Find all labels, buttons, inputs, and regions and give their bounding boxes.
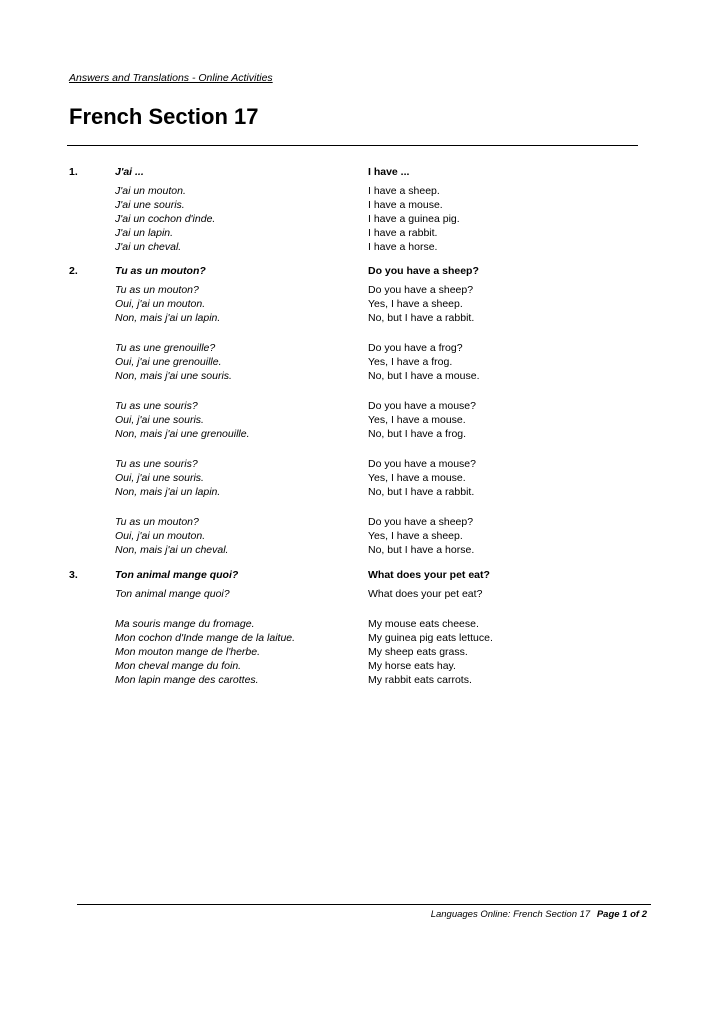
phrase-row <box>69 645 649 659</box>
phrase-row <box>69 341 649 355</box>
phrase-row <box>69 457 649 471</box>
phrase-row <box>69 283 649 297</box>
title-divider <box>67 145 638 146</box>
phrase-row <box>69 212 649 226</box>
english-translation: Do you have a sheep? <box>368 516 474 528</box>
section-heading <box>69 265 649 283</box>
phrase-row <box>69 587 649 601</box>
phrase-row <box>69 413 649 427</box>
french-phrase: J'ai un mouton. <box>115 185 186 197</box>
english-translation: Yes, I have a sheep. <box>368 530 463 542</box>
page-title: French Section 17 <box>69 104 259 129</box>
french-phrase: Tu as une grenouille? <box>115 342 216 354</box>
french-phrase: Non, mais j'ai un lapin. <box>115 312 221 324</box>
section-3 <box>69 569 649 687</box>
phrase-group <box>69 283 649 325</box>
french-phrase: Mon cheval mange du foin. <box>115 660 242 672</box>
english-translation: My horse eats hay. <box>368 660 456 672</box>
section-heading-fr: Tu as un mouton? <box>115 265 206 277</box>
section-heading <box>69 569 649 587</box>
french-phrase: Oui, j'ai un mouton. <box>115 530 206 542</box>
phrase-row <box>69 529 649 543</box>
english-translation: I have a horse. <box>368 241 438 253</box>
phrase-row <box>69 184 649 198</box>
english-translation: I have a sheep. <box>368 185 440 197</box>
english-translation: What does your pet eat? <box>368 588 483 600</box>
phrase-row <box>69 198 649 212</box>
page-number: Page 1 of 2 <box>596 909 647 920</box>
english-translation: My guinea pig eats lettuce. <box>368 632 493 644</box>
phrase-row <box>69 631 649 645</box>
phrase-row <box>69 226 649 240</box>
french-phrase: J'ai un cochon d'inde. <box>115 213 216 225</box>
french-phrase: Oui, j'ai une grenouille. <box>115 356 222 368</box>
french-phrase: Non, mais j'ai un cheval. <box>115 544 229 556</box>
section-heading-en: I have ... <box>368 166 410 178</box>
english-translation: No, but I have a rabbit. <box>368 312 475 324</box>
phrase-row <box>69 399 649 413</box>
phrase-row <box>69 311 649 325</box>
french-phrase: Tu as une souris? <box>115 458 198 470</box>
french-phrase: Non, mais j'ai une souris. <box>115 370 232 382</box>
french-phrase: Tu as un mouton? <box>115 516 199 528</box>
english-translation: Yes, I have a sheep. <box>368 298 463 310</box>
english-translation: Yes, I have a mouse. <box>368 414 466 426</box>
phrase-row <box>69 617 649 631</box>
phrase-row <box>69 515 649 529</box>
section-number: 1. <box>69 166 78 178</box>
french-phrase: Ton animal mange quoi? <box>115 588 230 600</box>
english-translation: No, but I have a rabbit. <box>368 486 475 498</box>
french-phrase: Oui, j'ai une souris. <box>115 472 204 484</box>
french-phrase: Mon cochon d'Inde mange de la laitue. <box>115 632 296 644</box>
page-footer <box>431 909 647 920</box>
phrase-row <box>69 471 649 485</box>
french-phrase: Oui, j'ai une souris. <box>115 414 204 426</box>
english-translation: No, but I have a frog. <box>368 428 467 440</box>
french-phrase: J'ai une souris. <box>115 199 185 211</box>
phrase-group <box>69 341 649 383</box>
phrase-row <box>69 659 649 673</box>
english-translation: Do you have a frog? <box>368 342 463 354</box>
phrase-row <box>69 543 649 557</box>
french-phrase: Non, mais j'ai une grenouille. <box>115 428 250 440</box>
phrase-row <box>69 355 649 369</box>
phrase-row <box>69 240 649 254</box>
english-translation: No, but I have a horse. <box>368 544 475 556</box>
french-phrase: Tu as un mouton? <box>115 284 199 296</box>
section-number: 2. <box>69 265 78 277</box>
french-phrase: J'ai un lapin. <box>115 227 174 239</box>
english-translation: Yes, I have a mouse. <box>368 472 466 484</box>
section-2 <box>69 265 649 557</box>
phrase-row <box>69 485 649 499</box>
section-heading <box>69 166 649 184</box>
footer-divider <box>77 904 651 905</box>
french-phrase: Tu as une souris? <box>115 400 198 412</box>
french-phrase: Mon lapin mange des carottes. <box>115 674 259 686</box>
phrase-row <box>69 369 649 383</box>
english-translation: Do you have a mouse? <box>368 458 476 470</box>
english-translation: My sheep eats grass. <box>368 646 468 658</box>
phrase-group <box>69 617 649 687</box>
french-phrase: J'ai un cheval. <box>115 241 182 253</box>
section-heading-en: What does your pet eat? <box>368 569 490 581</box>
french-phrase: Ma souris mange du fromage. <box>115 618 255 630</box>
french-phrase: Oui, j'ai un mouton. <box>115 298 206 310</box>
english-translation: No, but I have a mouse. <box>368 370 480 382</box>
phrase-group <box>69 457 649 499</box>
english-translation: Yes, I have a frog. <box>368 356 453 368</box>
phrase-group <box>69 399 649 441</box>
phrase-row <box>69 297 649 311</box>
section-number: 3. <box>69 569 78 581</box>
english-translation: I have a rabbit. <box>368 227 438 239</box>
section-heading-en: Do you have a sheep? <box>368 265 479 277</box>
english-translation: My mouse eats cheese. <box>368 618 479 630</box>
english-translation: I have a guinea pig. <box>368 213 460 225</box>
french-phrase: Non, mais j'ai un lapin. <box>115 486 221 498</box>
section-1 <box>69 166 649 254</box>
section-heading-fr: J'ai ... <box>115 166 144 178</box>
english-translation: Do you have a mouse? <box>368 400 476 412</box>
answer-sections <box>69 166 649 687</box>
english-translation: My rabbit eats carrots. <box>368 674 472 686</box>
english-translation: I have a mouse. <box>368 199 443 211</box>
footer-text: Languages Online: French Section 17 <box>430 909 591 920</box>
english-translation: Do you have a sheep? <box>368 284 474 296</box>
french-phrase: Mon mouton mange de l'herbe. <box>115 646 261 658</box>
phrase-group <box>69 515 649 557</box>
phrase-row <box>69 673 649 687</box>
document-header-label: Answers and Translations - Online Activities <box>69 72 273 84</box>
phrase-row <box>69 427 649 441</box>
section-heading-fr: Ton animal mange quoi? <box>115 569 239 581</box>
phrase-group <box>69 184 649 254</box>
phrase-group <box>69 587 649 601</box>
